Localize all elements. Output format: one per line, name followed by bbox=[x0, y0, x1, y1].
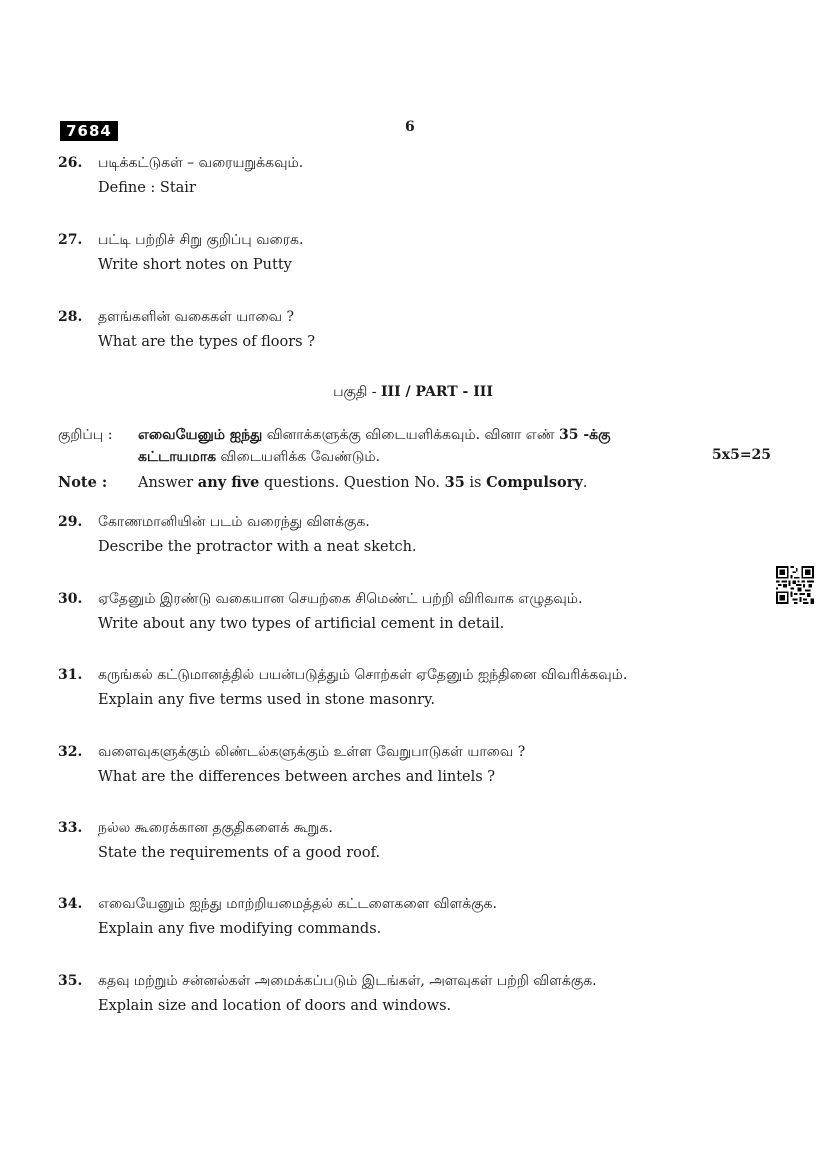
question-text-english: Explain any five terms used in stone masonry. bbox=[98, 692, 435, 708]
note-tamil-line-1 bbox=[138, 427, 610, 445]
question-number: 30. bbox=[58, 591, 83, 607]
question-text-english: Describe the protractor with a neat sketch. bbox=[98, 539, 417, 555]
question-text-english: Explain any five modifying commands. bbox=[98, 921, 382, 937]
note-bold-text: எவையேனும் ஐந்து bbox=[138, 427, 263, 443]
question-number: 33. bbox=[58, 820, 83, 836]
question-text-english: Explain size and location of doors and windows. bbox=[98, 998, 452, 1014]
question-text-tamil: கதவு மற்றும் சன்னல்கள் அமைக்கப்படும் இடங்கள், அளவுகள் பற்றி விளக்குக. bbox=[98, 973, 597, 989]
note-text: விடையளிக்க வேண்டும். bbox=[216, 449, 381, 465]
note-text: . bbox=[582, 475, 588, 491]
question-number: 28. bbox=[58, 309, 83, 325]
note-english bbox=[138, 474, 587, 491]
question-text-tamil: வளைவுகளுக்கும் லிண்டல்களுக்கும் உள்ள வேறுபாடுகள் யாவை ? bbox=[98, 744, 526, 760]
note-text: Answer bbox=[138, 475, 198, 491]
question-number: 26. bbox=[58, 155, 83, 171]
marks-scheme: 5x5=25 bbox=[712, 447, 772, 463]
section-heading-english: III / PART - III bbox=[381, 384, 493, 400]
section-heading-tamil: பகுதி - bbox=[333, 384, 381, 400]
note-bold-text: any five bbox=[197, 474, 260, 491]
question-text-tamil: எவையேனும் ஐந்து மாற்றியமைத்தல் கட்டளைகளை விளக்குக. bbox=[98, 896, 497, 912]
note-tamil-line-2 bbox=[138, 449, 380, 467]
qr-code-icon bbox=[776, 566, 814, 604]
question-text-english: What are the types of floors ? bbox=[98, 334, 315, 350]
question-text-english: Define : Stair bbox=[98, 180, 196, 196]
note-label-english: Note : bbox=[58, 474, 108, 491]
question-text-tamil: தளங்களின் வகைகள் யாவை ? bbox=[98, 309, 295, 325]
page-number: 6 bbox=[405, 119, 415, 135]
question-text-tamil: நல்ல கூரைக்கான தகுதிகளைக் கூறுக. bbox=[98, 820, 333, 836]
question-text-english: Write about any two types of artificial cement in detail. bbox=[98, 616, 505, 632]
note-question-number: 35 bbox=[559, 427, 579, 443]
exam-code-badge: 7684 bbox=[60, 121, 118, 141]
note-question-number: 35 bbox=[444, 474, 465, 491]
question-text-tamil: படிக்கட்டுகள் – வரையறுக்கவும். bbox=[98, 155, 304, 171]
question-text-english: Write short notes on Putty bbox=[98, 257, 292, 273]
question-number: 29. bbox=[58, 514, 83, 530]
question-number: 35. bbox=[58, 973, 83, 989]
note-text: வினாக்களுக்கு விடையளிக்கவும். வினா எண் bbox=[262, 427, 559, 443]
question-number: 27. bbox=[58, 232, 83, 248]
note-text: -க்கு bbox=[578, 427, 611, 443]
question-text-tamil: கருங்கல் கட்டுமானத்தில் பயன்படுத்தும் சொற்கள் ஏதேனும் ஐந்தினை விவரிக்கவும். bbox=[98, 667, 628, 683]
note-bold-text: கட்டாயமாக bbox=[138, 449, 217, 465]
question-text-tamil: கோணமானியின் படம் வரைந்து விளக்குக. bbox=[98, 514, 370, 530]
note-text: is bbox=[464, 475, 487, 491]
note-label-tamil: குறிப்பு : bbox=[58, 427, 113, 443]
section-heading bbox=[0, 384, 826, 402]
question-text-tamil: ஏதேனும் இரண்டு வகையான செயற்கை சிமெண்ட் பற்றி விரிவாக எழுதவும். bbox=[98, 591, 583, 607]
question-text-english: State the requirements of a good roof. bbox=[98, 845, 381, 861]
question-number: 34. bbox=[58, 896, 83, 912]
question-text-english: What are the differences between arches and lintels ? bbox=[98, 769, 496, 785]
question-number: 32. bbox=[58, 744, 83, 760]
note-text: questions. Question No. bbox=[259, 475, 445, 491]
question-text-tamil: பட்டி பற்றிச் சிறு குறிப்பு வரைக. bbox=[98, 232, 304, 248]
note-bold-text: Compulsory bbox=[486, 474, 583, 491]
question-number: 31. bbox=[58, 667, 83, 683]
